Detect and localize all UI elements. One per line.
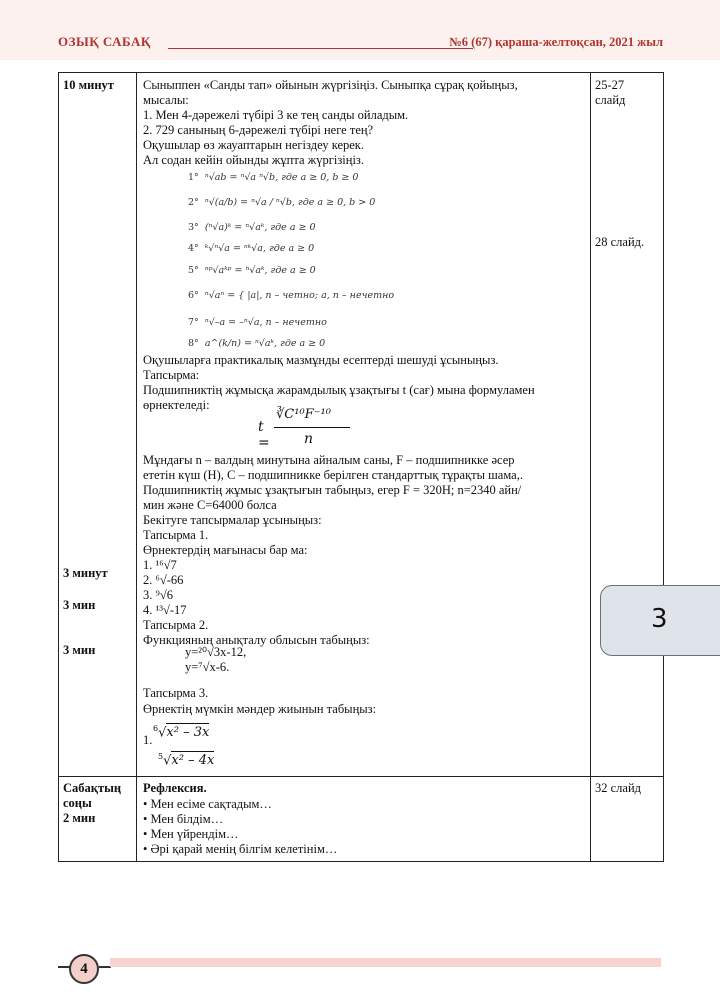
time-label: 10 минут xyxy=(63,78,114,92)
root-property: 3° (ⁿ√a)ᵏ = ⁿ√aᵏ, где a ≥ 0 xyxy=(188,222,316,233)
task3-item-number: 1. xyxy=(143,733,153,747)
list-item: • Мен үйрендім… xyxy=(143,827,239,841)
practice-text: Оқушыларға практикалық мазмұнды есептерді шешуді ұсыныңыз. Тапсырма: Подшипниктің жұмысқа жарамдылық ұзақтығы t (сағ) мына формуламен өрнектеледі: xyxy=(143,353,535,412)
row-divider xyxy=(59,776,663,777)
page-badge[interactable]: 3 xyxy=(600,585,720,656)
list-item: • Мен білдім… xyxy=(143,812,224,826)
root-expression: $^6$√x² – 3x xyxy=(153,724,210,741)
task3-title: Тапсырма 3. xyxy=(143,686,209,700)
page-number: 4 xyxy=(69,954,99,984)
reflection-title: Рефлексия. xyxy=(143,781,207,795)
list-item: • Мен есіме сақтадым… xyxy=(143,797,272,811)
slide-ref: 32 слайд xyxy=(595,781,642,795)
root-property: 8° a^(k/n) = ⁿ√aᵏ, где a ≥ 0 xyxy=(188,338,326,349)
task3-question: Өрнектің мүмкін мәндер жиынын табыңыз: xyxy=(143,702,377,716)
task-intro: Сыныппен «Санды тап» ойынын жүргізіңіз. Сыныпқа сұрақ қойыңыз, мысалы: 1. Мен 4-дәрежелі түбірі 3 ке тең санды ойладым. 2. 729 санының 6-дәрежелі түбірі неге тең? Оқушылар өз жауаптарын негіздеу керек. Ал содан кейін ойынды жұпта жүргізіңіз. xyxy=(143,78,518,167)
slide-ref: 25-27 слайд xyxy=(595,78,626,107)
end-label: Сабақтың соңы 2 мин xyxy=(63,781,122,825)
root-property: 6° ⁿ√aⁿ = { |a|, n – четно; a, n – нечетно xyxy=(188,290,395,301)
root-property: 7° ⁿ√–a = –ⁿ√a, n – нечетно xyxy=(188,317,327,328)
slide-ref: 28 слайд. xyxy=(595,235,645,249)
root-property: 2° ⁿ√(a/b) = ⁿ√a / ⁿ√b, где a ≥ 0, b > 0 xyxy=(188,197,376,208)
root-property: 1° ⁿ√ab = ⁿ√a ⁿ√b, где a ≥ 0, b ≥ 0 xyxy=(188,172,359,183)
time-label: 3 мин xyxy=(63,643,96,657)
time-label: 3 мин xyxy=(63,598,96,612)
root-expression: $^5$√x² – 4x xyxy=(158,752,215,769)
reflection-list xyxy=(143,797,337,857)
list-item: • Әрі қарай менің білгім келетінім… xyxy=(143,842,338,856)
root-property: 4° ᵏ√ⁿ√a = ⁿᵏ√a, где a ≥ 0 xyxy=(188,243,315,254)
col-divider-2 xyxy=(590,73,591,861)
footer-band xyxy=(110,958,661,967)
page-header xyxy=(58,34,663,54)
function-list: y=²⁰√3x-12, y=⁷√x-6. xyxy=(185,645,247,674)
time-label: 3 минут xyxy=(63,566,108,580)
col-divider-1 xyxy=(136,73,137,861)
journal-title: ОЗЫҚ САБАҚ xyxy=(58,34,151,49)
header-rule xyxy=(168,48,473,49)
explain-text: Мұндағы n – валдың минутына айналым саны, F – подшипникке әсер ететін күш (Н), C – подшипникке берілген стандарттық тұрақты шама,. Подшипниктің жұмыс ұзақтығын табыңыз, егер F = 320Н; n=2340 айн/ мин және С=64000 болса Бекітуге тапсырмалар ұсыныңыз: Тапсырма 1. Өрнектердің мағынасы бар ма: 1. ¹⁶√7 2. ⁶√-66 3. ⁹√6 4. ¹³√-17 Тапсырма 2. Функцияның анықталу облысын табыңыз: xyxy=(143,453,523,647)
root-property: 5° ⁿᵖ√aᵏᵖ = ⁿ√aᵏ, где a ≥ 0 xyxy=(188,265,316,276)
issue-info: №6 (67) қараша-желтоқсан, 2021 жыл xyxy=(449,35,663,49)
